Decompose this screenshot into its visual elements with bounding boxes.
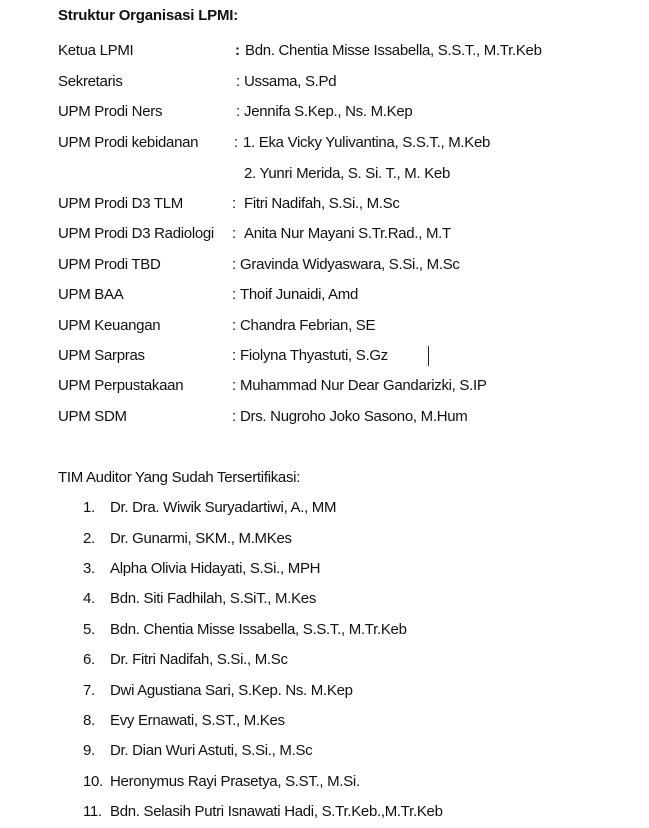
colon-separator: : <box>232 256 236 273</box>
auditor-name: Heronymus Rayi Prasetya, S.ST., M.Si. <box>110 773 360 790</box>
person-name: Thoif Junaidi, Amd <box>240 286 358 303</box>
person-name: 2. Yunri Merida, S. Si. T., M. Keb <box>244 165 451 182</box>
person-name: Anita Nur Mayani S.Tr.Rad., M.T <box>244 225 451 242</box>
colon-separator: : <box>232 347 236 364</box>
person-name: Gravinda Widyaswara, S.Si., M.Sc <box>240 256 460 273</box>
role-label: Sekretaris <box>58 73 123 90</box>
list-number: 3. <box>83 560 95 577</box>
auditor-name: Dr. Fitri Nadifah, S.Si., M.Sc <box>110 651 288 668</box>
person-name: Drs. Nugroho Joko Sasono, M.Hum <box>240 408 468 425</box>
auditor-name: Dwi Agustiana Sari, S.Kep. Ns. M.Kep <box>110 682 353 699</box>
colon-separator: : <box>232 377 236 394</box>
role-label: UPM Prodi TBD <box>58 256 161 273</box>
text-cursor <box>428 346 429 366</box>
list-number: 1. <box>83 499 95 516</box>
list-number: 6. <box>83 651 95 668</box>
list-number: 8. <box>83 712 95 729</box>
person-name: Fiolyna Thyastuti, S.Gz <box>240 347 388 364</box>
colon-separator: : <box>232 408 236 425</box>
role-label: UPM Prodi D3 TLM <box>58 195 183 212</box>
auditor-name: Dr. Gunarmi, SKM., M.MKes <box>110 530 292 547</box>
auditor-name: Evy Ernawati, S.ST., M.Kes <box>110 712 285 729</box>
document-heading: Struktur Organisasi LPMI: <box>58 7 239 24</box>
colon-separator: : <box>235 42 240 59</box>
colon-separator: : <box>232 225 236 242</box>
colon-separator: : <box>236 73 240 90</box>
auditor-name: Bdn. Siti Fadhilah, S.SiT., M.Kes <box>110 590 317 607</box>
list-number: 9. <box>83 742 95 759</box>
auditor-section-title: TIM Auditor Yang Sudah Tersertifikasi: <box>58 469 301 486</box>
person-name: Ussama, S.Pd <box>244 73 337 90</box>
role-label: UPM Sarpras <box>58 347 145 364</box>
colon-separator: : <box>236 103 240 120</box>
person-name: Chandra Febrian, SE <box>240 317 376 334</box>
role-label: UPM SDM <box>58 408 127 425</box>
colon-separator: : <box>232 195 236 212</box>
role-label: UPM Keuangan <box>58 317 161 334</box>
auditor-name: Dr. Dian Wuri Astuti, S.Si., M.Sc <box>110 742 313 759</box>
auditor-name: Dr. Dra. Wiwik Suryadartiwi, A., MM <box>110 499 337 516</box>
role-label: UPM Prodi D3 Radiologi <box>58 225 214 242</box>
person-name: Jennifa S.Kep., Ns. M.Kep <box>244 103 413 120</box>
role-label: UPM BAA <box>58 286 124 303</box>
auditor-name: Bdn. Chentia Misse Issabella, S.S.T., M.Tr.Keb <box>110 621 407 638</box>
colon-separator: : <box>232 317 236 334</box>
person-name: Muhammad Nur Dear Gandarizki, S.IP <box>240 377 487 394</box>
auditor-name: Bdn. Selasih Putri Isnawati Hadi, S.Tr.Keb.,M.Tr.Keb <box>110 803 443 820</box>
colon-separator: : <box>232 286 236 303</box>
person-name: Fitri Nadifah, S.Si., M.Sc <box>244 195 400 212</box>
list-number: 5. <box>83 621 95 638</box>
role-label: UPM Prodi Ners <box>58 103 163 120</box>
person-name: Bdn. Chentia Misse Issabella, S.S.T., M.Tr.Keb <box>245 42 542 59</box>
list-number: 7. <box>83 682 95 699</box>
list-number: 10. <box>83 773 103 790</box>
role-label: UPM Perpustakaan <box>58 377 184 394</box>
colon-separator: : <box>234 134 238 151</box>
person-name: 1. Eka Vicky Yulivantina, S.S.T., M.Keb <box>243 134 491 151</box>
list-number: 11. <box>83 803 102 820</box>
role-label: Ketua LPMI <box>58 42 134 59</box>
auditor-name: Alpha Olivia Hidayati, S.Si., MPH <box>110 560 321 577</box>
list-number: 4. <box>83 590 95 607</box>
role-label: UPM Prodi kebidanan <box>58 134 199 151</box>
list-number: 2. <box>83 530 95 547</box>
